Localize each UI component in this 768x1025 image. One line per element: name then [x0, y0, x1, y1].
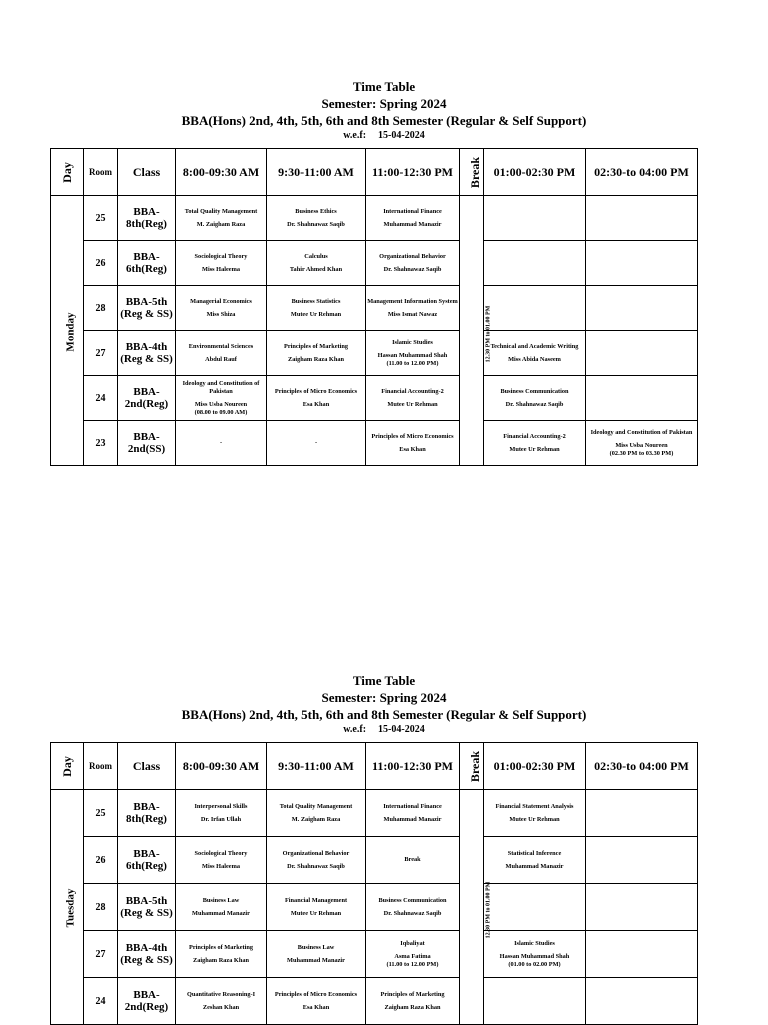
room-number: 23 [84, 421, 118, 466]
course-name: Financial Statement Analysis [495, 802, 574, 810]
class-name [118, 376, 176, 421]
course-cell [586, 978, 698, 1025]
room-number: 28 [84, 286, 118, 331]
room-number: 25 [84, 790, 118, 837]
course-cell [586, 241, 698, 286]
table-row [51, 884, 698, 931]
slot4-header: 01:00-02:30 PM [484, 149, 586, 196]
course-name: Organizational Behavior [282, 849, 350, 857]
course-name: Management Information System [367, 297, 458, 305]
table-row [51, 978, 698, 1025]
instructor-name: Muhammad Manazir [383, 221, 442, 228]
course-name: Principles of Marketing [188, 943, 253, 951]
instructor-name: Esa Khan [399, 446, 426, 453]
class-column-header: Class [118, 743, 176, 790]
timetable-header-tuesday [0, 673, 768, 737]
instructor-name: Abdul Rauf [205, 356, 237, 363]
instructor-name: Dr. Shahnawaz Saqib [287, 221, 345, 228]
course-cell [484, 884, 586, 931]
semester-label: Semester: Spring 2024 [321, 690, 447, 705]
class-name-line: (Reg & SS) [120, 907, 173, 919]
course-cell [586, 376, 698, 421]
course-name: Financial Accounting-2 [381, 387, 444, 395]
wef-date: 15-04-2024 [378, 724, 425, 735]
class-name-line: 2nd(SS) [127, 443, 166, 455]
class-name-line: BBA- [133, 251, 160, 263]
instructor-name: Dr. Shahnawaz Saqib [383, 910, 442, 917]
course-cell [366, 331, 460, 376]
header-row [51, 149, 698, 196]
course-cell [267, 978, 366, 1025]
class-name-line: BBA-4th [125, 341, 168, 353]
course-cell [586, 790, 698, 837]
course-cell [267, 286, 366, 331]
instructor-name: Zaigham Raza Khan [288, 356, 344, 363]
class-name-line: BBA-5th [125, 296, 168, 308]
slot3-header: 11:00-12:30 PM [366, 149, 460, 196]
class-name-line: BBA- [133, 989, 160, 1001]
course-cell [267, 931, 366, 978]
class-name [118, 241, 176, 286]
table-row [51, 421, 698, 466]
course-cell [586, 884, 698, 931]
table-row [51, 286, 698, 331]
course-cell [586, 196, 698, 241]
course-name: Environmental Sciences [188, 342, 254, 350]
course-name: Financial Accounting-2 [503, 432, 566, 440]
class-name-line: 6th(Reg) [126, 263, 167, 275]
course-name: Total Quality Management [184, 207, 258, 215]
course-name: Iqbaliyat [400, 939, 425, 947]
slot4-header: 01:00-02:30 PM [484, 743, 586, 790]
course-name: Break [404, 856, 421, 864]
instructor-name: Dr. Shahnawaz Saqib [287, 863, 345, 870]
class-name [118, 884, 176, 931]
table-row [51, 196, 698, 241]
wef-date: 15-04-2024 [378, 130, 425, 141]
time-note: (01.00 to 02.00 PM) [508, 960, 561, 968]
class-column-header: Class [118, 149, 176, 196]
time-note: (08.00 to 09.00 AM) [194, 408, 248, 416]
instructor-name: Muhammad Manazir [287, 957, 345, 964]
course-name: Business Communication [500, 387, 569, 395]
course-cell [484, 790, 586, 837]
instructor-name: Dr. Irfan Ullah [200, 816, 242, 823]
instructor-name: Miss Usba Noureen [615, 442, 668, 450]
room-number: 24 [84, 376, 118, 421]
table-row [51, 241, 698, 286]
instructor-name: Muhammad Manazir [192, 910, 250, 917]
class-name [118, 837, 176, 884]
slot1-header: 8:00-09:30 AM [176, 149, 267, 196]
class-name [118, 790, 176, 837]
course-cell [267, 376, 366, 421]
wef-label: w.e.f: [343, 724, 367, 735]
course-cell [484, 376, 586, 421]
class-name [118, 331, 176, 376]
slot2-header: 9:30-11:00 AM [267, 743, 366, 790]
timetable-tuesday [50, 742, 698, 1025]
course-name: Total Quality Management [279, 802, 353, 810]
class-name [118, 931, 176, 978]
course-name: Business Communication [378, 896, 447, 904]
course-cell [267, 421, 366, 466]
header-row [51, 743, 698, 790]
course-name: International Finance [383, 802, 442, 810]
break-time: 12.30 PM to 01.00 PM [485, 305, 492, 362]
instructor-name: Muhammad Manazir [383, 816, 442, 823]
room-number: 28 [84, 884, 118, 931]
instructor-name: Mutee Ur Rehman [509, 816, 560, 823]
instructor-name: Miss Abida Naseem [508, 356, 561, 363]
break-cell [460, 790, 492, 1025]
course-cell [176, 196, 267, 241]
course-name: Principles of Marketing [380, 990, 445, 998]
slot5-header: 02:30-to 04:00 PM [586, 149, 698, 196]
timetable-title: Time Table [352, 79, 416, 94]
room-number: 26 [84, 837, 118, 884]
course-cell [586, 286, 698, 331]
class-name [118, 286, 176, 331]
instructor-name: Miss Ismat Nawaz [387, 311, 438, 318]
instructor-name: Dr. Shahnawaz Saqib [505, 401, 564, 408]
course-cell [176, 241, 267, 286]
course-name: Managerial Economics [190, 297, 252, 305]
course-cell [176, 376, 267, 421]
course-name: Principles of Micro Economics [274, 387, 358, 395]
course-cell [484, 421, 586, 466]
day-cell [51, 196, 84, 466]
instructor-name: Mutee Ur Rehman [290, 910, 342, 917]
wef-line [0, 129, 768, 143]
course-cell [176, 286, 267, 331]
class-name-line: BBA- [133, 801, 160, 813]
course-cell [366, 790, 460, 837]
wef-label: w.e.f: [343, 130, 367, 141]
course-cell [586, 421, 698, 466]
instructor-name: Zeshan Khan [202, 1004, 240, 1011]
course-cell [267, 241, 366, 286]
course-name: Business Ethics [295, 207, 337, 215]
course-cell [484, 241, 586, 286]
instructor-name: Miss Usba Noureen [194, 401, 248, 408]
class-name-line: (Reg & SS) [120, 353, 173, 365]
course-cell [586, 331, 698, 376]
instructor-name: Dr. Shahnawaz Saqib [383, 266, 442, 273]
day-column-header: Day [51, 743, 84, 790]
course-cell [484, 931, 586, 978]
instructor-name: Miss Haleema [202, 266, 240, 273]
room-number: 25 [84, 196, 118, 241]
class-name-line: BBA-4th [125, 942, 168, 954]
class-name-line: BBA- [133, 386, 160, 398]
room-column-header: Room [84, 149, 118, 196]
course-name: Statistical Inference [507, 849, 562, 857]
course-cell [267, 196, 366, 241]
course-name: Sociological Theory [194, 849, 248, 857]
course-cell [366, 286, 460, 331]
class-name-line: BBA-5th [125, 895, 168, 907]
course-name: Business Law [297, 943, 335, 951]
break-column-header: Break [460, 743, 484, 790]
course-name: Technical and Academic Writing [490, 342, 579, 350]
slot3-header: 11:00-12:30 PM [366, 743, 460, 790]
instructor-name: Tahir Ahmed Khan [289, 266, 343, 273]
course-cell [176, 837, 267, 884]
course-name: Ideology and Constitution of Pakistan [182, 380, 260, 395]
course-name: - [314, 439, 318, 447]
table-row [51, 376, 698, 421]
slot2-header: 9:30-11:00 AM [267, 149, 366, 196]
course-cell [176, 331, 267, 376]
time-note: (11.00 to 12.00 PM) [386, 960, 439, 968]
class-name-line: (Reg & SS) [120, 954, 173, 966]
instructor-name: Mutee Ur Rehman [387, 401, 438, 408]
instructor-name: Esa Khan [302, 401, 330, 408]
time-note: (02.30 PM to 03.30 PM) [609, 449, 674, 457]
timetable-title: Time Table [352, 673, 416, 688]
day-label: Tuesday [64, 888, 77, 928]
course-name: - [219, 439, 223, 447]
course-cell [366, 376, 460, 421]
course-name: Financial Management [284, 896, 348, 904]
course-cell [267, 837, 366, 884]
class-name-line: BBA- [133, 206, 160, 218]
course-name: Calculus [304, 252, 328, 260]
class-name [118, 196, 176, 241]
program-label: BBA(Hons) 2nd, 4th, 5th, 6th and 8th Semester (Regular & Self Support) [181, 113, 587, 128]
course-name: Quantitative Reasoning-I [186, 990, 256, 998]
instructor-name: Miss Haleema [202, 863, 240, 870]
course-cell [586, 931, 698, 978]
course-cell [366, 931, 460, 978]
room-column-header: Room [84, 743, 118, 790]
course-cell [366, 978, 460, 1025]
instructor-name: Muhammad Manazir [505, 863, 564, 870]
instructor-name: Asma Fatima [394, 953, 431, 961]
class-name-line: 6th(Reg) [126, 860, 167, 872]
course-cell [484, 837, 586, 884]
class-name-line: 2nd(Reg) [124, 398, 169, 410]
table-row [51, 790, 698, 837]
day-label: Monday [64, 311, 77, 352]
instructor-name: Esa Khan [302, 1004, 330, 1011]
instructor-name: Mutee Ur Rehman [509, 446, 560, 453]
table-row [51, 837, 698, 884]
course-cell [366, 837, 460, 884]
instructor-name: Mutee Ur Rehman [290, 311, 342, 318]
course-name: Principles of Micro Economics [371, 432, 454, 440]
course-name: Sociological Theory [194, 252, 248, 260]
instructor-name: M. Zaigham Raza [196, 221, 246, 228]
table-row [51, 931, 698, 978]
instructor-name: M. Zaigham Raza [291, 816, 341, 823]
time-note: (11.00 to 12.00 PM) [386, 359, 439, 367]
course-cell [484, 196, 586, 241]
course-name: Principles of Marketing [283, 342, 348, 350]
course-cell [366, 884, 460, 931]
course-cell [484, 331, 586, 376]
course-name: Islamic Studies [392, 338, 433, 346]
day-column-header: Day [51, 149, 84, 196]
course-name: Business Law [202, 896, 240, 904]
class-name-line: 8th(Reg) [126, 813, 167, 825]
course-cell [176, 421, 267, 466]
course-name: Business Statistics [291, 297, 341, 305]
break-column-header: Break [460, 149, 484, 196]
room-number: 27 [84, 331, 118, 376]
table-row [51, 331, 698, 376]
course-cell [267, 331, 366, 376]
semester-label: Semester: Spring 2024 [321, 96, 447, 111]
course-cell [366, 241, 460, 286]
instructor-name: Miss Shiza [206, 311, 236, 318]
course-cell [366, 196, 460, 241]
class-name-line: 2nd(Reg) [124, 1001, 169, 1013]
program-label: BBA(Hons) 2nd, 4th, 5th, 6th and 8th Semester (Regular & Self Support) [181, 707, 587, 722]
class-name-line: 8th(Reg) [126, 218, 167, 230]
instructor-name: Hassan Muhammad Shah [499, 953, 570, 961]
course-name: International Finance [383, 207, 442, 215]
instructor-name: Zaigham Raza Khan [384, 1004, 441, 1011]
course-name: Interpersonal Skills [194, 802, 248, 810]
break-cell [460, 196, 492, 466]
day-cell [51, 790, 84, 1025]
class-name [118, 978, 176, 1025]
course-name: Ideology and Constitution of Pakistan [590, 428, 693, 436]
course-cell [366, 421, 460, 466]
class-name-line: BBA- [133, 431, 160, 443]
room-number: 27 [84, 931, 118, 978]
instructor-name: Zaigham Raza Khan [193, 957, 249, 964]
course-cell [176, 790, 267, 837]
course-cell [267, 790, 366, 837]
course-cell [267, 884, 366, 931]
timetable-header-monday [0, 79, 768, 143]
course-cell [176, 978, 267, 1025]
course-cell [484, 978, 586, 1025]
course-cell [176, 884, 267, 931]
class-name [118, 421, 176, 466]
room-number: 26 [84, 241, 118, 286]
course-cell [484, 286, 586, 331]
course-name: Principles of Micro Economics [274, 990, 358, 998]
slot1-header: 8:00-09:30 AM [176, 743, 267, 790]
course-cell [586, 837, 698, 884]
timetable-monday [50, 148, 698, 466]
room-number: 24 [84, 978, 118, 1025]
instructor-name: Hassan Muhammad Shah [377, 352, 448, 360]
wef-line [0, 723, 768, 737]
course-name: Islamic Studies [514, 939, 555, 947]
break-time: 12.30 PM to 01.00 PM [485, 881, 492, 939]
class-name-line: BBA- [133, 848, 160, 860]
slot5-header: 02:30-to 04:00 PM [586, 743, 698, 790]
class-name-line: (Reg & SS) [120, 308, 173, 320]
course-cell [176, 931, 267, 978]
course-name: Organizational Behavior [379, 252, 446, 260]
